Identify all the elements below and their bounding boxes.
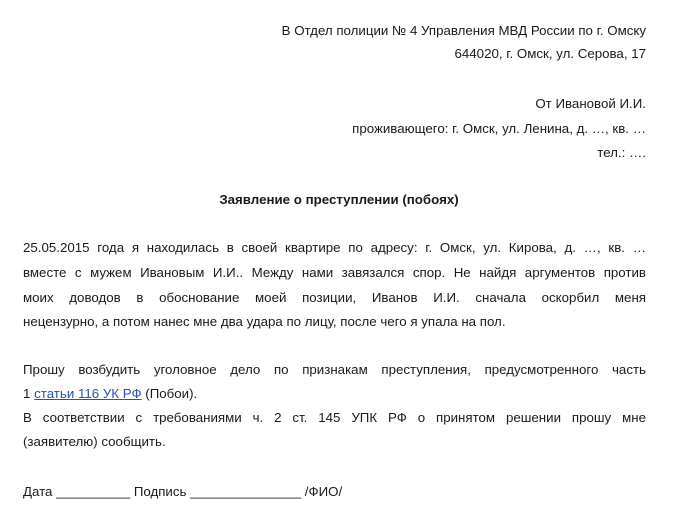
paragraph-1-line-3: моих доводов в обоснование моей позиции, Иванов И.И. сначала оскорбил меня (23, 290, 646, 305)
paragraph-1-line-2: вместе с мужем Ивановым И.И.. Между нами завязался спор. Не найдя аргументов против (23, 265, 646, 280)
paragraph-3-line-2: (заявителю) сообщить. (23, 434, 166, 449)
fio-label: /ФИО/ (304, 484, 343, 499)
signature-row (23, 484, 342, 500)
date-blank: __________ (56, 484, 131, 499)
article-note: (Побои). (145, 386, 198, 401)
document-title: Заявление о преступлении (побоях) (219, 192, 459, 207)
addressee-line-2: 644020, г. Омск, ул. Серова, 17 (454, 46, 646, 61)
signature-label: Подпись (133, 484, 187, 499)
paragraph-1-line-4: нецензурно, а потом нанес мне два удара по лицу, после чего я упала на пол. (23, 314, 506, 329)
sender-name: От Ивановой И.И. (535, 96, 646, 111)
date-label: Дата (23, 484, 53, 499)
paragraph-2-line-2 (23, 386, 197, 402)
paragraph-3-line-1: В соответствии с требованиями ч. 2 ст. 145 УПК РФ о принятом решении прошу мне (23, 410, 646, 425)
sender-phone: тел.: …. (597, 145, 646, 160)
sender-address: проживающего: г. Омск, ул. Ленина, д. …, кв. … (352, 121, 646, 136)
signature-blank: _______________ (190, 484, 302, 499)
paragraph-2-line-1: Прошу возбудить уголовное дело по признакам преступления, предусмотренного часть (23, 362, 646, 377)
addressee-line-1: В Отдел полиции № 4 Управления МВД России по г. Омску (281, 23, 646, 38)
paragraph-1-line-1: 25.05.2015 года я находилась в своей квартире по адресу: г. Омск, ул. Кирова, д. …, кв. … (23, 240, 646, 255)
article-number: 1 (23, 386, 31, 401)
article-link[interactable]: статьи 116 УК РФ (34, 386, 142, 401)
